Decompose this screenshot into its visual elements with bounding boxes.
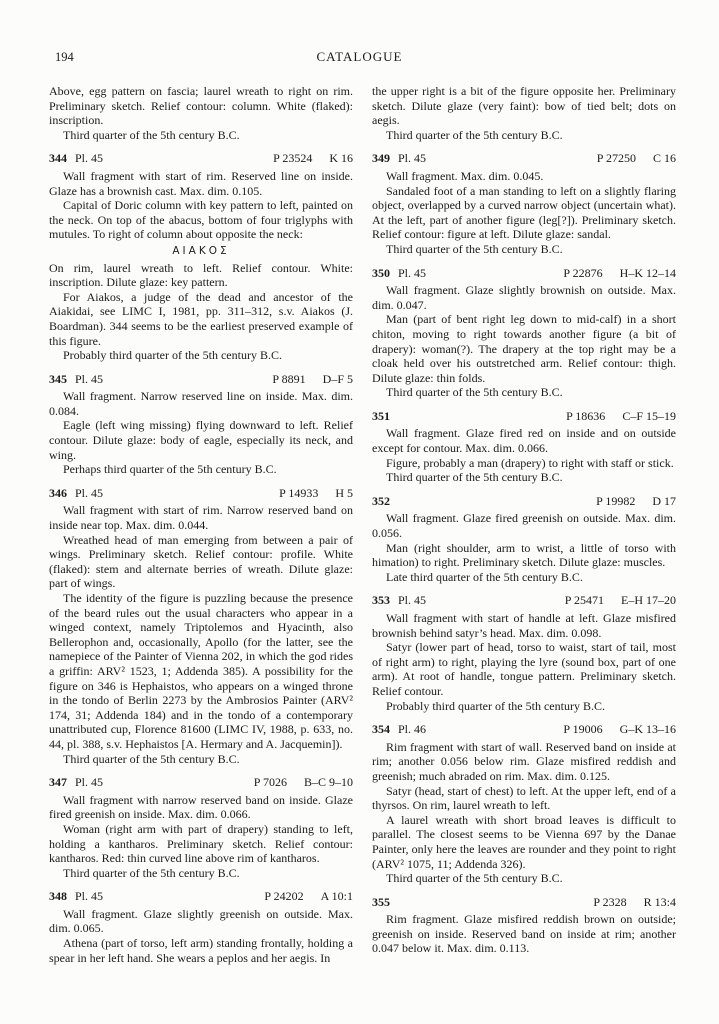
grid-reference: C–F 15–19: [622, 408, 676, 423]
inventory-number: P 22876: [563, 265, 603, 280]
entry-paragraph: On rim, laurel wreath to left. Relief contour. White: inscription. Dilute glaze: key pattern.: [49, 260, 353, 290]
date-line: Third quarter of the 5th century B.C.: [386, 241, 563, 256]
plate-reference: Pl. 45: [75, 775, 104, 790]
entry-number: 351: [372, 408, 390, 423]
entry-heading: [372, 409, 676, 424]
catalog-entry-345: [49, 372, 353, 477]
catalog-entry-347: [49, 775, 353, 880]
date-line: Third quarter of the 5th century B.C.: [63, 127, 240, 142]
entry-heading: [49, 486, 353, 501]
entry-heading: [372, 151, 676, 166]
inventory-number: P 19006: [563, 722, 603, 737]
grid-reference: A 10:1: [320, 889, 353, 904]
grid-reference: E–H 17–20: [621, 593, 676, 608]
entry-paragraph: Wall fragment with start of handle at left. Glaze misfired brownish behind satyr’s head. Max. dim. 0.098.: [372, 611, 676, 640]
inventory-number: P 2328: [593, 894, 627, 909]
entry-paragraph: Satyr (lower part of head, torso to waist, start of tail, most of right arm) to right, playing the lyre (sound box, part of one arm). At root of handle, tongue pattern. Preliminary sketch. Relief contour.: [372, 640, 676, 698]
catalog-entry-351: [372, 409, 676, 485]
entry-paragraph: The identity of the figure is puzzling because the presence of the beard rules out the usual characters who appear in a winged context, namely Triptolemos and Hyacinth, also Bellerophon and, occasionally, Apollo (for the latter, see the namepiece of the Painter of Vienna 202, in which the god rides a griffin: ARV² 1523, 1; Addenda 385). A possibility for the figure on 346 is Hephaistos, who appears on a winged throne in the tondo of Berlin 2273 by the Ambrosios Painter (ARV² 174, 31; Addenda 184) and in the tondo of a contemporary unattributed cup, Florence 81600 (LIMC IV, 1988, p. 633, no. 44, pl. 388, s.v. Hephaistos [A. Hermary and A. Jacquemin]).: [49, 591, 353, 751]
entry-number: 354: [372, 722, 390, 737]
entry-paragraph: Man (right shoulder, arm to wrist, a little of torso with himation) to right. Preliminary sketch. Dilute glaze: muscles.: [372, 540, 676, 570]
grid-reference: D–F 5: [322, 371, 353, 386]
entry-paragraph: Woman (right arm with part of drapery) standing to left, holding a kantharos. Preliminary sketch. Relief contour: kantharos. Red: thin curved line above rim of kantharos.: [49, 821, 353, 866]
grid-reference: K 16: [329, 151, 353, 166]
entry-paragraph: Wall fragment. Glaze fired greenish on outside. Max. dim. 0.056.: [372, 511, 676, 541]
entry-paragraph: Rim fragment. Glaze misfired reddish brown on outside; greenish on inside. Reserved band on inside at rim; another 0.047 below it. Max. dim. 0.113.: [372, 912, 676, 956]
inventory-number: P 27250: [596, 151, 636, 166]
continuation-paragraph: the upper right is a bit of the figure opposite her. Preliminary sketch. Dilute glaze (very faint): bow of tied belt; dots on aegis.: [372, 84, 676, 128]
catalog-entry-354: [372, 722, 676, 886]
catalog-entry-344: [49, 151, 353, 362]
catalog-entry-353: [372, 593, 676, 713]
catalog-entry-355: [372, 895, 676, 956]
plate-reference: Pl. 45: [75, 151, 104, 166]
entry-number: 346: [49, 485, 67, 500]
entry-heading: [49, 775, 353, 790]
entry-heading: [372, 593, 676, 608]
plate-reference: Pl. 45: [398, 151, 427, 166]
entry-paragraph: Man (part of bent right leg down to mid-calf) in a short chiton, moving to right towards another figure (a bit of drapery): woman(?). The drapery at the top right may be a cloak held over his outstretched arm. Relief contour: thigh. Dilute glaze: thin folds.: [372, 312, 676, 385]
entry-paragraph: Wall fragment. Max. dim. 0.045.: [386, 168, 544, 183]
grid-reference: B–C 9–10: [303, 775, 353, 790]
entry-paragraph: Capital of Doric column with key pattern to left, painted on the neck. On top of the abacus, bottom of four triglyphs with mutules. To right of column about opposite the neck:: [49, 198, 353, 242]
catalog-entry-346: [49, 486, 353, 766]
entry-number: 347: [49, 775, 67, 790]
entry-number: 352: [372, 493, 390, 508]
entry-number: 355: [372, 894, 390, 909]
inventory-number: P 7026: [253, 775, 287, 790]
date-line: Perhaps third quarter of the 5th century B.C.: [63, 462, 277, 477]
inscription-text: ΑΙΑΚΟΣ: [172, 244, 230, 257]
grid-reference: D 17: [652, 493, 676, 508]
continuation-paragraph: Above, egg pattern on fascia; laurel wreath to right on rim. Preliminary sketch. Relief contour: column. White (flaked): inscription.: [49, 84, 353, 128]
entry-heading: [49, 372, 353, 387]
entry-number: 350: [372, 265, 390, 280]
entry-heading: [372, 494, 676, 509]
entry-number: 344: [49, 151, 67, 166]
date-line: Probably third quarter of the 5th century B.C.: [386, 698, 605, 713]
page-number: 194: [55, 50, 74, 64]
date-line: Third quarter of the 5th century B.C.: [63, 751, 240, 766]
grid-reference: H 5: [335, 485, 353, 500]
page-header: [0, 50, 719, 68]
inventory-number: P 18636: [566, 408, 606, 423]
plate-reference: Pl. 45: [75, 485, 104, 500]
entry-paragraph: Wall fragment. Glaze slightly brownish on outside. Max. dim. 0.047.: [372, 283, 676, 312]
inventory-number: P 25471: [564, 593, 604, 608]
entry-paragraph: Wreathed head of man emerging from between a pair of wings. Preliminary sketch. Relief contour: profile. White (flaked): stem and alternate berries of wreath. Dilute glaze: part of wings.: [49, 532, 353, 591]
date-line: Third quarter of the 5th century B.C.: [386, 385, 563, 400]
grid-reference: G–K 13–16: [619, 722, 676, 737]
entry-heading: [372, 895, 676, 910]
entry-paragraph: Eagle (left wing missing) flying downward to left. Relief contour. Dilute glaze: body of eagle, especially its neck, and wing.: [49, 418, 353, 462]
entry-paragraph: Wall fragment. Glaze slightly greenish on outside. Max. dim. 0.065.: [49, 906, 353, 936]
page-body: [49, 84, 676, 965]
plate-reference: Pl. 45: [398, 593, 427, 608]
entry-paragraph: A laurel wreath with short broad leaves is difficult to parallel. The closest seems to be Vienna 697 by the Danae Painter, only here the leaves are rounder and they point to right (ARV² 1075, 11; Addenda 326).: [372, 812, 676, 871]
date-line: Probably third quarter of the 5th century B.C.: [63, 348, 282, 363]
inventory-number: P 24202: [264, 889, 304, 904]
entry-number: 353: [372, 593, 390, 608]
entry-heading: [372, 266, 676, 281]
inventory-number: P 14933: [279, 485, 319, 500]
entry-paragraph: Wall fragment. Glaze fired red on inside and on outside except for contour. Max. dim. 0.066.: [372, 426, 676, 456]
entry-paragraph: Athena (part of torso, left arm) standing frontally, holding a spear in her left hand. She wears a peplos and her aegis. In: [49, 936, 353, 965]
plate-reference: Pl. 45: [75, 889, 104, 904]
column-left: [49, 84, 353, 965]
date-line: Late third quarter of the 5th century B.C.: [386, 569, 583, 584]
date-line: Third quarter of the 5th century B.C.: [386, 470, 563, 485]
entry-paragraph: Figure, probably a man (drapery) to right with staff or stick.: [386, 455, 674, 470]
entry-number: 345: [49, 371, 67, 386]
date-line: Third quarter of the 5th century B.C.: [63, 865, 240, 880]
plate-reference: Pl. 46: [398, 722, 427, 737]
entry-paragraph: Satyr (head, start of chest) to left. At the upper left, end of a thyrsos. On rim, laurel wreath to left.: [372, 783, 676, 813]
catalog-entry-352: [372, 494, 676, 585]
entry-heading: [372, 722, 676, 737]
inventory-number: P 19982: [596, 493, 636, 508]
grid-reference: H–K 12–14: [619, 265, 676, 280]
running-head: CATALOGUE: [316, 49, 403, 64]
entry-heading: [49, 889, 353, 904]
plate-reference: Pl. 45: [75, 371, 104, 386]
date-line: Third quarter of the 5th century B.C.: [386, 127, 563, 142]
column-right: [372, 84, 676, 965]
catalog-entry-348: [49, 889, 353, 965]
entry-paragraph: Wall fragment. Narrow reserved line on inside. Max. dim. 0.084.: [49, 389, 353, 418]
entry-paragraph: Wall fragment with start of rim. Reserved line on inside. Glaze has a brownish cast. Max. dim. 0.105.: [49, 168, 353, 198]
entry-paragraph: Wall fragment with start of rim. Narrow reserved band on inside near top. Max. dim. 0.044.: [49, 503, 353, 533]
entry-paragraph: Wall fragment with narrow reserved band on inside. Glaze fired greenish on inside. Max. dim. 0.066.: [49, 792, 353, 822]
grid-reference: C 16: [652, 151, 676, 166]
entry-paragraph: Rim fragment with start of wall. Reserved band on inside at rim; another 0.056 below rim. Glaze misfired reddish and greenish; much abraded on rim. Max. dim. 0.125.: [372, 739, 676, 783]
entry-heading: [49, 151, 353, 166]
entry-paragraph: Sandaled foot of a man standing to left on a slightly flaring object, overlapped by a curved narrow object (uncertain what). At the left, part of another figure (leg[?]). Preliminary sketch. Relief contour: figure at left. Dilute glaze: sandal.: [372, 183, 676, 242]
plate-reference: Pl. 45: [398, 265, 427, 280]
inventory-number: P 23524: [273, 151, 313, 166]
catalog-entry-349: [372, 151, 676, 256]
entry-number: 348: [49, 889, 67, 904]
inventory-number: P 8891: [272, 371, 306, 386]
entry-paragraph: For Aiakos, a judge of the dead and ancestor of the Aiakidai, see LIMC I, 1981, pp. 311–312, s.v. Aiakos (J. Boardman). 344 seems to be the earliest preserved example of this figure.: [49, 289, 353, 348]
catalog-entry-350: [372, 266, 676, 400]
entry-number: 349: [372, 151, 390, 166]
date-line: Third quarter of the 5th century B.C.: [386, 871, 563, 886]
grid-reference: R 13:4: [643, 894, 676, 909]
